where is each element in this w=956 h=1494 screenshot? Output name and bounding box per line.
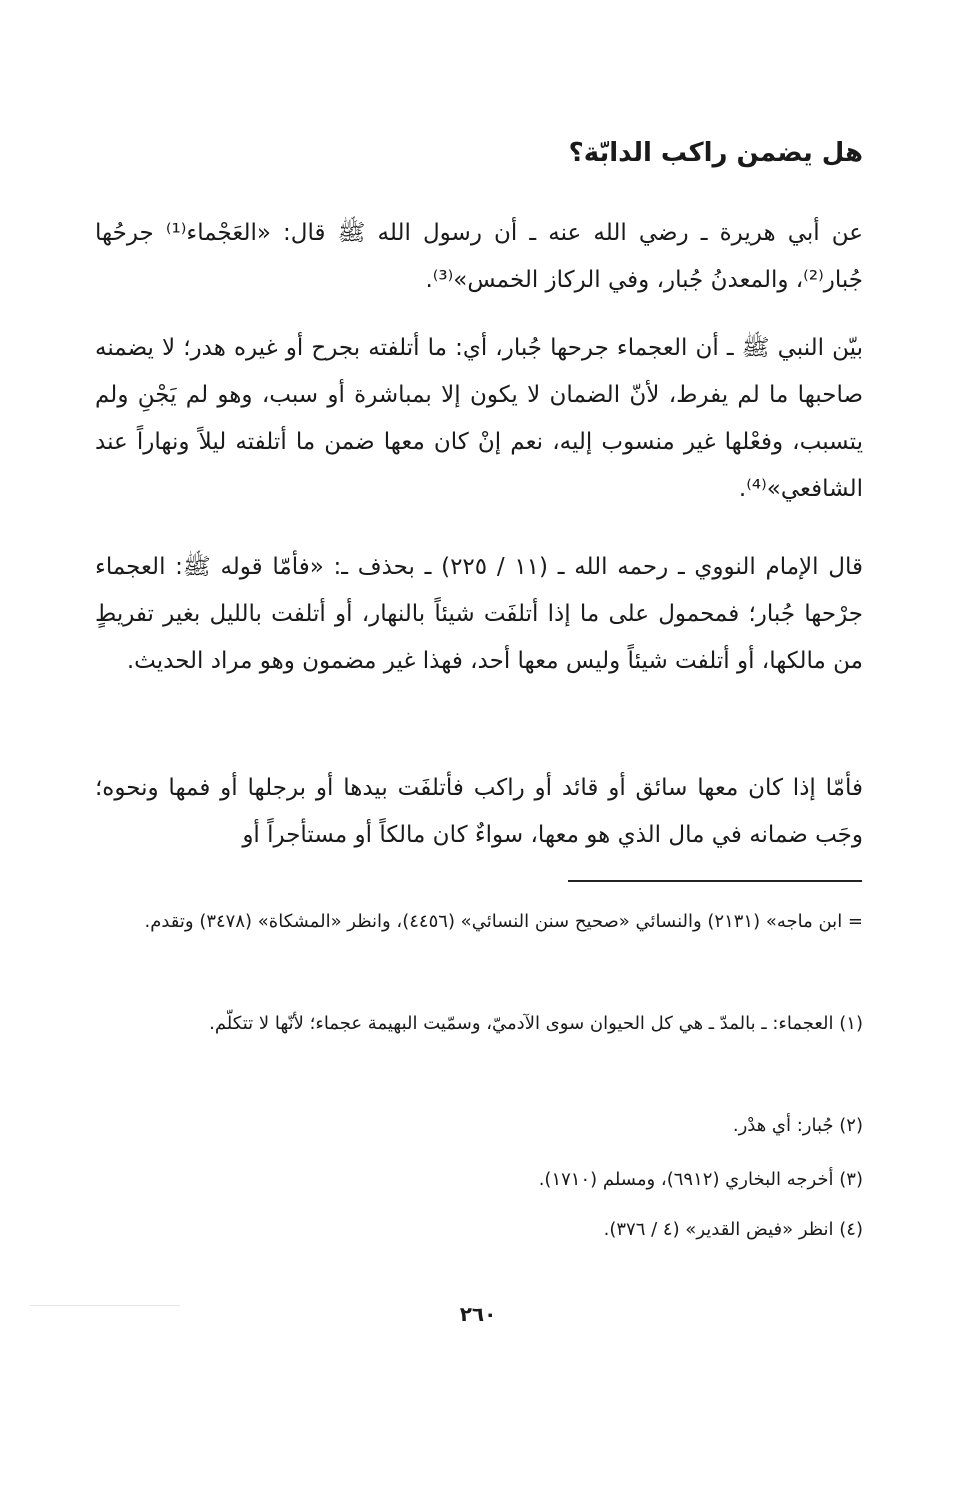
- footnote-3: (٣) أخرجه البخاري (٦٩١٢)، ومسلم (١٧١٠).: [538, 1169, 863, 1190]
- paragraph-nawawi-quote: قال الإمام النووي ـ رحمه الله ـ (١١ / ٢٢٥) ـ بحذف ـ: «فأمّا قوله ﷺ: العجماء جرْحها جُبار؛ فمحمول على ما إذا أتلفَت شيئاً بالنهار، أو أتلفت بالليل بغير تفريطٍ من مالكها، أو أتلفت شيئاً وليس معها أحد، فهذا غير مضمون وهو مراد الحديث.: [95, 554, 863, 674]
- footnote-2: (٢) جُبار: أي هدْر.: [732, 1115, 863, 1136]
- section-heading: هل يضمن راكب الدابّة؟: [568, 138, 863, 168]
- paragraph-continuation: فأمّا إذا كان معها سائق أو قائد أو راكب فأتلفَت بيدها أو برجلها أو فمها ونحوه؛ وجَب ضمانه في مال الذي هو معها، سواءٌ كان مالكاً أو مستأجراً أو: [95, 775, 863, 848]
- footnote-separator: [568, 880, 862, 882]
- paragraph-explanation: بيّن النبي ﷺ ـ أن العجماء جرحها جُبار، أي: ما أتلفته بجرح أو غيره هدر؛ لا يضمنه صاحبها ما لم يفرط، لأنّ الضمان لا يكون إلا بمباشرة أو سبب، وهو لم يَجْنِ ولم يتسبب، وفعْلها غير منسوب إليه، نعم إنْ كان معها ضمن ما أتلفته ليلاً ونهاراً عند الشافعي»⁽⁴⁾.: [95, 335, 863, 502]
- footnote-continued: = ابن ماجه» (٢١٣١) والنسائي «صحيح سنن النسائي» (٤٤٥٦)، وانظر «المشكاة» (٣٤٧٨) وتقدم.: [144, 911, 863, 932]
- footnote-4: (٤) انظر «فيض القدير» (٤ / ٣٧٦).: [603, 1219, 863, 1240]
- footnote-1: (١) العجماء: ـ بالمدّ ـ هي كل الحيوان سوى الآدميّ، وسمّيت البهيمة عجماء؛ لأنّها لا تتكلّم.: [209, 1013, 863, 1034]
- page-number: ٢٦٠: [459, 1302, 497, 1326]
- paragraph-hadith: عن أبي هريرة ـ رضي الله عنه ـ أن رسول الله ﷺ قال: «العَجْماء⁽¹⁾ جرحُها جُبار⁽²⁾، والمعدنُ جُبار، وفي الركاز الخمس»⁽³⁾.: [95, 220, 863, 293]
